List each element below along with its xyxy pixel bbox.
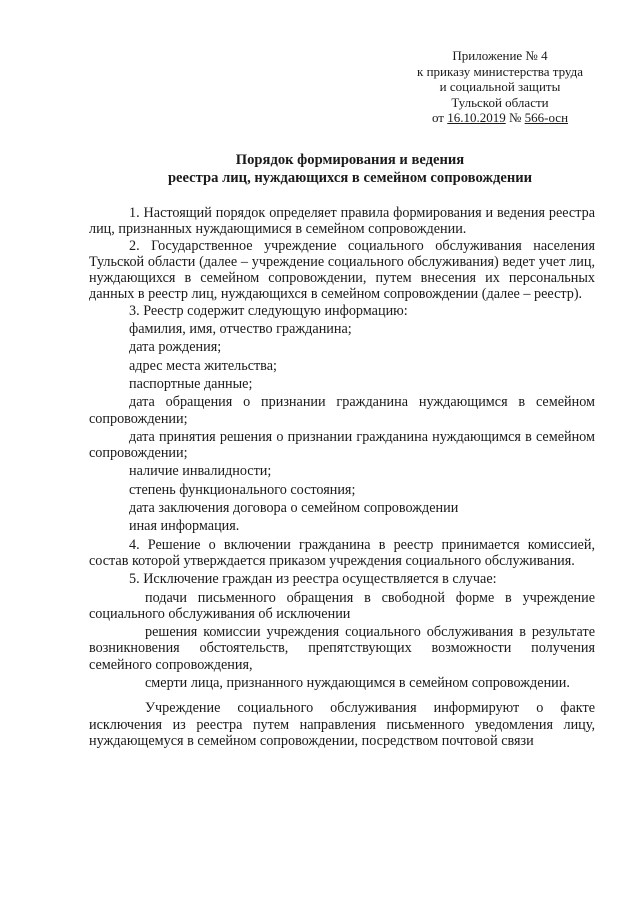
list-item-full-name: фамилия, имя, отчество гражданина;: [129, 321, 352, 338]
appendix-number-sign: №: [508, 110, 522, 125]
list-item-application-date: дата обращения о признании гражданина нуждающимся в семейном сопровождении;: [89, 394, 595, 427]
appendix-line-5: [400, 110, 600, 126]
list-item-address: адрес места жительства;: [129, 357, 277, 374]
list-item-contract-date: дата заключения договора о семейном сопровождении: [129, 500, 459, 517]
paragraph-1: 1. Настоящий порядок определяет правила формирования и ведения реестра лиц, признанных нуждающимися в семейном сопровождении.: [89, 205, 595, 238]
appendix-line-2: к приказу министерства труда: [417, 63, 583, 79]
paragraph-3: 3. Реестр содержит следующую информацию:: [129, 302, 408, 319]
appendix-line-4: Тульской области: [451, 94, 549, 110]
list-item-disability: наличие инвалидности;: [129, 463, 272, 480]
appendix-date-prefix: от: [431, 110, 444, 125]
list-item-functional-state: степень функционального состояния;: [129, 481, 356, 498]
paragraph-5: 5. Исключение граждан из реестра осуществляется в случае:: [129, 571, 497, 588]
paragraph-4: 4. Решение о включении гражданина в реестр принимается комиссией, состав которой утверждается приказом учреждения социального обслуживания.: [89, 536, 595, 569]
appendix-line-3: и социальной защиты: [439, 79, 561, 94]
title-line-1: Порядок формирования и ведения: [235, 152, 465, 168]
exclusion-case-commission: решения комиссии учреждения социального обслуживания в результате возникновения обстоятельств, препятствующих возможности получения семейного сопровождения,: [89, 624, 595, 673]
paragraph-2: 2. Государственное учреждение социального обслуживания населения Тульской области (далее – учреждение социального обслуживания) ведет учет лиц, нуждающихся в семейном сопровождении, путем внесения их персональных данных в реестр лиц, нуждающихся в семейном сопровождении (далее – реестр).: [89, 237, 595, 303]
list-item-other-info: иная информация.: [129, 518, 240, 535]
document-body: [89, 205, 595, 749]
exclusion-case-application: подачи письменного обращения в свободной форме в учреждение социального обслуживания об исключении: [89, 589, 595, 622]
list-item-decision-date: дата принятия решения о признании гражданина нуждающимся в семейном сопровождении;: [89, 428, 595, 462]
appendix-date: 16.10.2019: [447, 110, 506, 125]
paragraph-notification: Учреждение социального обслуживания информируют о факте исключения из реестра путем направления письменного уведомления лицу, нуждающемуся в семейном сопровождении, посредством почтовой связи: [89, 700, 595, 749]
document-title: [90, 151, 610, 187]
appendix-number: 566-осн: [524, 110, 569, 125]
title-line-2: реестра лиц, нуждающихся в семейном сопровождении: [167, 170, 533, 186]
list-item-passport: паспортные данные;: [129, 375, 253, 392]
list-item-birth-date: дата рождения;: [129, 339, 222, 356]
appendix-line-1: Приложение № 4: [452, 48, 548, 63]
appendix-header: [400, 48, 600, 126]
exclusion-case-death: смерти лица, признанного нуждающимся в семейном сопровождении.: [145, 675, 570, 692]
